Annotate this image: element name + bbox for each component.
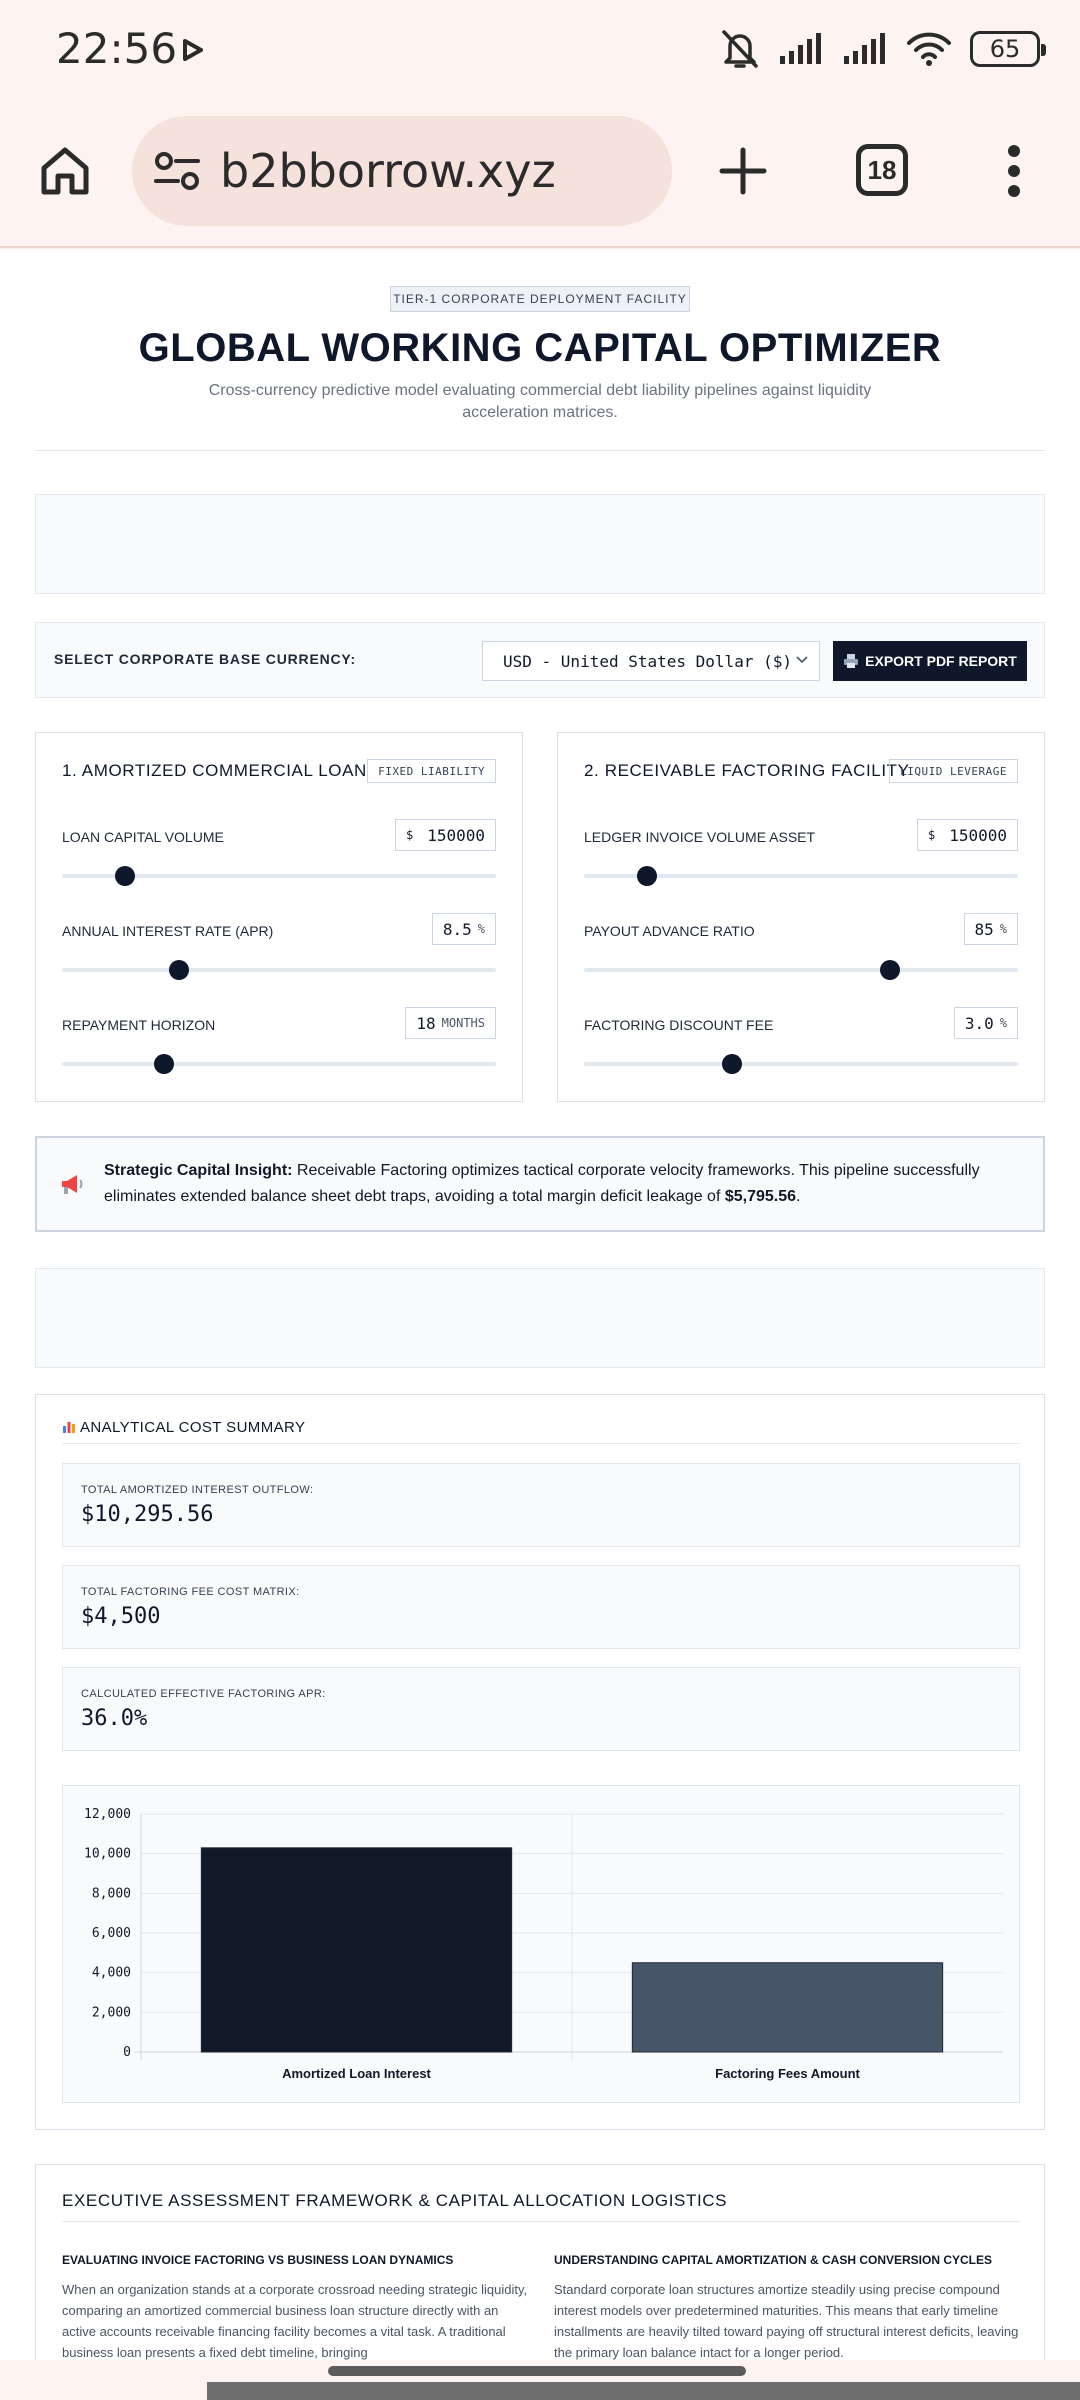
repayment-horizon-field [62,1007,496,1087]
repayment-horizon-slider[interactable] [62,1062,496,1066]
advance-ratio-input[interactable] [964,913,1019,945]
page-title: GLOBAL WORKING CAPITAL OPTIMIZER [138,326,942,370]
status-bar [0,0,1080,100]
currency-label: SELECT CORPORATE BASE CURRENCY: [54,651,356,667]
ad-placeholder-middle [35,1268,1045,1368]
loan-card-title: 1. AMORTIZED COMMERCIAL LOAN [62,761,367,780]
unit-suffix: % [477,922,485,936]
cost-summary-panel [35,1394,1045,2130]
signal-icon-2 [842,32,888,66]
repayment-horizon-input[interactable] [405,1007,496,1039]
bar-chart-icon [62,1420,76,1433]
invoice-volume-input[interactable] [917,819,1018,851]
slider-thumb[interactable] [169,960,189,980]
gesture-handle[interactable] [328,2366,746,2376]
y-tick-label: 8,000 [91,1886,131,1902]
facility-tag: TIER-1 CORPORATE DEPLOYMENT FACILITY [390,286,690,312]
loan-card [35,732,523,1102]
url-bar[interactable] [132,116,672,226]
tab-count: 18 [867,154,897,185]
battery-icon [970,31,1040,67]
insight-amount: $5,795.56 [724,1188,797,1205]
loan-capital-field [62,819,496,899]
site-settings-icon[interactable] [154,151,200,191]
invoice-volume-slider[interactable] [584,874,1018,878]
exec-column-left [62,2253,528,2360]
printer-icon [843,653,859,669]
insight-body: Receivable Factoring optimizes tactical corporate velocity frameworks. This pipeline successfully eliminates extended balance sheet debt traps, avoiding a total margin deficit leakage of [104,1162,980,1205]
exec-title: EXECUTIVE ASSESSMENT FRAMEWORK & CAPITAL ALLOCATION LOGISTICS [62,2191,728,2210]
y-tick-label: 2,000 [91,2005,131,2021]
stat-value: $4,500 [81,1604,161,1629]
stat-effective-apr [62,1667,1020,1751]
summary-title-text: ANALYTICAL COST SUMMARY [80,1419,306,1436]
stat-value: 36.0% [81,1706,148,1731]
input-value: 150000 [949,825,1007,845]
discount-fee-field [584,1007,1018,1087]
ad-placeholder-top [35,494,1045,594]
megaphone-icon [59,1172,85,1196]
field-label: LEDGER INVOICE VOLUME ASSET [584,829,816,845]
header-divider [35,450,1045,451]
interest-rate-input[interactable] [432,913,496,945]
factoring-card [557,732,1045,1102]
field-label: ANNUAL INTEREST RATE (APR) [62,923,274,939]
export-pdf-button[interactable] [833,641,1027,681]
chevron-down-icon [795,652,809,666]
invoice-volume-field [584,819,1018,899]
bar [201,1848,511,2052]
field-label: PAYOUT ADVANCE RATIO [584,923,755,939]
interest-rate-slider[interactable] [62,968,496,972]
interest-rate-field [62,913,496,993]
loan-capital-slider[interactable] [62,874,496,878]
stat-label: CALCULATED EFFECTIVE FACTORING APR: [81,1688,326,1700]
insight-text [104,1158,1014,1210]
stat-label: TOTAL FACTORING FEE COST MATRIX: [81,1586,300,1598]
more-menu-icon[interactable] [1006,144,1022,198]
x-category-label: Factoring Fees Amount [715,2066,860,2081]
x-category-label: Amortized Loan Interest [282,2066,431,2081]
input-value: 18 [416,1013,436,1033]
browser-toolbar [0,100,1080,248]
input-value: 8.5 [442,919,472,939]
discount-fee-slider[interactable] [584,1062,1018,1066]
exec-column-right [554,2253,1020,2360]
stat-interest-outflow [62,1463,1020,1547]
factoring-card-badge: LIQUID LEVERAGE [889,759,1018,783]
currency-bar [35,622,1045,698]
exec-divider [62,2221,1020,2222]
currency-select[interactable] [482,641,820,681]
slider-thumb[interactable] [880,960,900,980]
page-subtitle: Cross-currency predictive model evaluating commercial debt liability pipelines against liquidity acceleration matrices. [208,382,872,421]
y-tick-label: 0 [123,2045,131,2060]
factoring-card-title: 2. RECEIVABLE FACTORING FACILITY [584,761,910,780]
slider-thumb[interactable] [637,866,657,886]
input-value: 85 [974,919,994,939]
status-time: 22:56 [56,24,178,73]
bar [632,1963,942,2052]
field-label: REPAYMENT HORIZON [62,1017,216,1033]
field-label: LOAN CAPITAL VOLUME [62,829,224,845]
new-tab-icon[interactable] [716,144,770,198]
bottom-overlay-bar [207,2382,1080,2400]
exec-heading: EVALUATING INVOICE FACTORING VS BUSINESS LOAN DYNAMICS [62,2253,454,2267]
stat-label: TOTAL AMORTIZED INTEREST OUTFLOW: [81,1484,314,1496]
advance-ratio-field [584,913,1018,993]
y-tick-label: 6,000 [91,1926,131,1941]
input-value: 3.0 [964,1013,994,1033]
insight-tail: . [796,1188,801,1205]
exec-paragraph: Standard corporate loan structures amortize steadily using precise compound interest models over predetermined maturities. This means that early timeline installments are heavily tilted toward paying off structural interest deficits, leaving the primary loan balance intact for a longer period. [554,2282,1019,2360]
loan-card-badge: FIXED LIABILITY [367,759,496,783]
stat-factoring-fee [62,1565,1020,1649]
summary-divider [62,1443,1020,1444]
currency-selected-value: USD - United States Dollar ($) [503,651,792,671]
home-icon[interactable] [38,144,92,198]
export-label: EXPORT PDF REPORT [865,653,1017,669]
slider-thumb[interactable] [722,1054,742,1074]
summary-title [62,1419,305,1436]
battery-level: 65 [989,35,1021,63]
status-icons [720,28,1040,70]
cost-comparison-chart [62,1785,1020,2103]
field-label: FACTORING DISCOUNT FEE [584,1017,774,1033]
discount-fee-input[interactable] [954,1007,1018,1039]
insight-lead: Strategic Capital Insight: [104,1162,293,1179]
exec-heading: UNDERSTANDING CAPITAL AMORTIZATION & CASH CONVERSION CYCLES [554,2253,993,2267]
stat-value: $10,295.56 [81,1502,214,1527]
executive-framework [35,2164,1045,2360]
y-tick-label: 4,000 [91,1965,131,1981]
y-tick-label: 12,000 [84,1807,131,1822]
y-tick-label: 10,000 [84,1846,131,1862]
bar-chart [63,1786,1019,2102]
currency-prefix: $ [405,828,414,842]
slider-thumb[interactable] [154,1054,174,1074]
bell-off-icon [720,28,760,70]
web-page [0,250,1080,2360]
input-value: 150000 [427,825,485,845]
currency-prefix: $ [927,828,936,842]
advance-ratio-slider[interactable] [584,968,1018,972]
unit-suffix: % [999,1016,1007,1030]
media-play-icon [182,38,204,62]
url-text[interactable]: b2bborrow.xyz [220,144,556,198]
tab-switcher-button[interactable] [856,144,908,196]
unit-suffix: % [999,922,1007,936]
unit-suffix: MONTHS [441,1016,485,1030]
strategic-insight-banner [35,1136,1045,1232]
exec-paragraph: When an organization stands at a corporate crossroad needing strategic liquidity, comparing an amortized commercial business loan structure directly with an active accounts receivable financing facility becomes a vital task. A traditional business loan presents a fixed debt timeline, bringing [62,2282,528,2360]
slider-thumb[interactable] [115,866,135,886]
signal-icon [778,32,824,66]
loan-capital-input[interactable] [395,819,496,851]
wifi-icon [906,31,952,67]
